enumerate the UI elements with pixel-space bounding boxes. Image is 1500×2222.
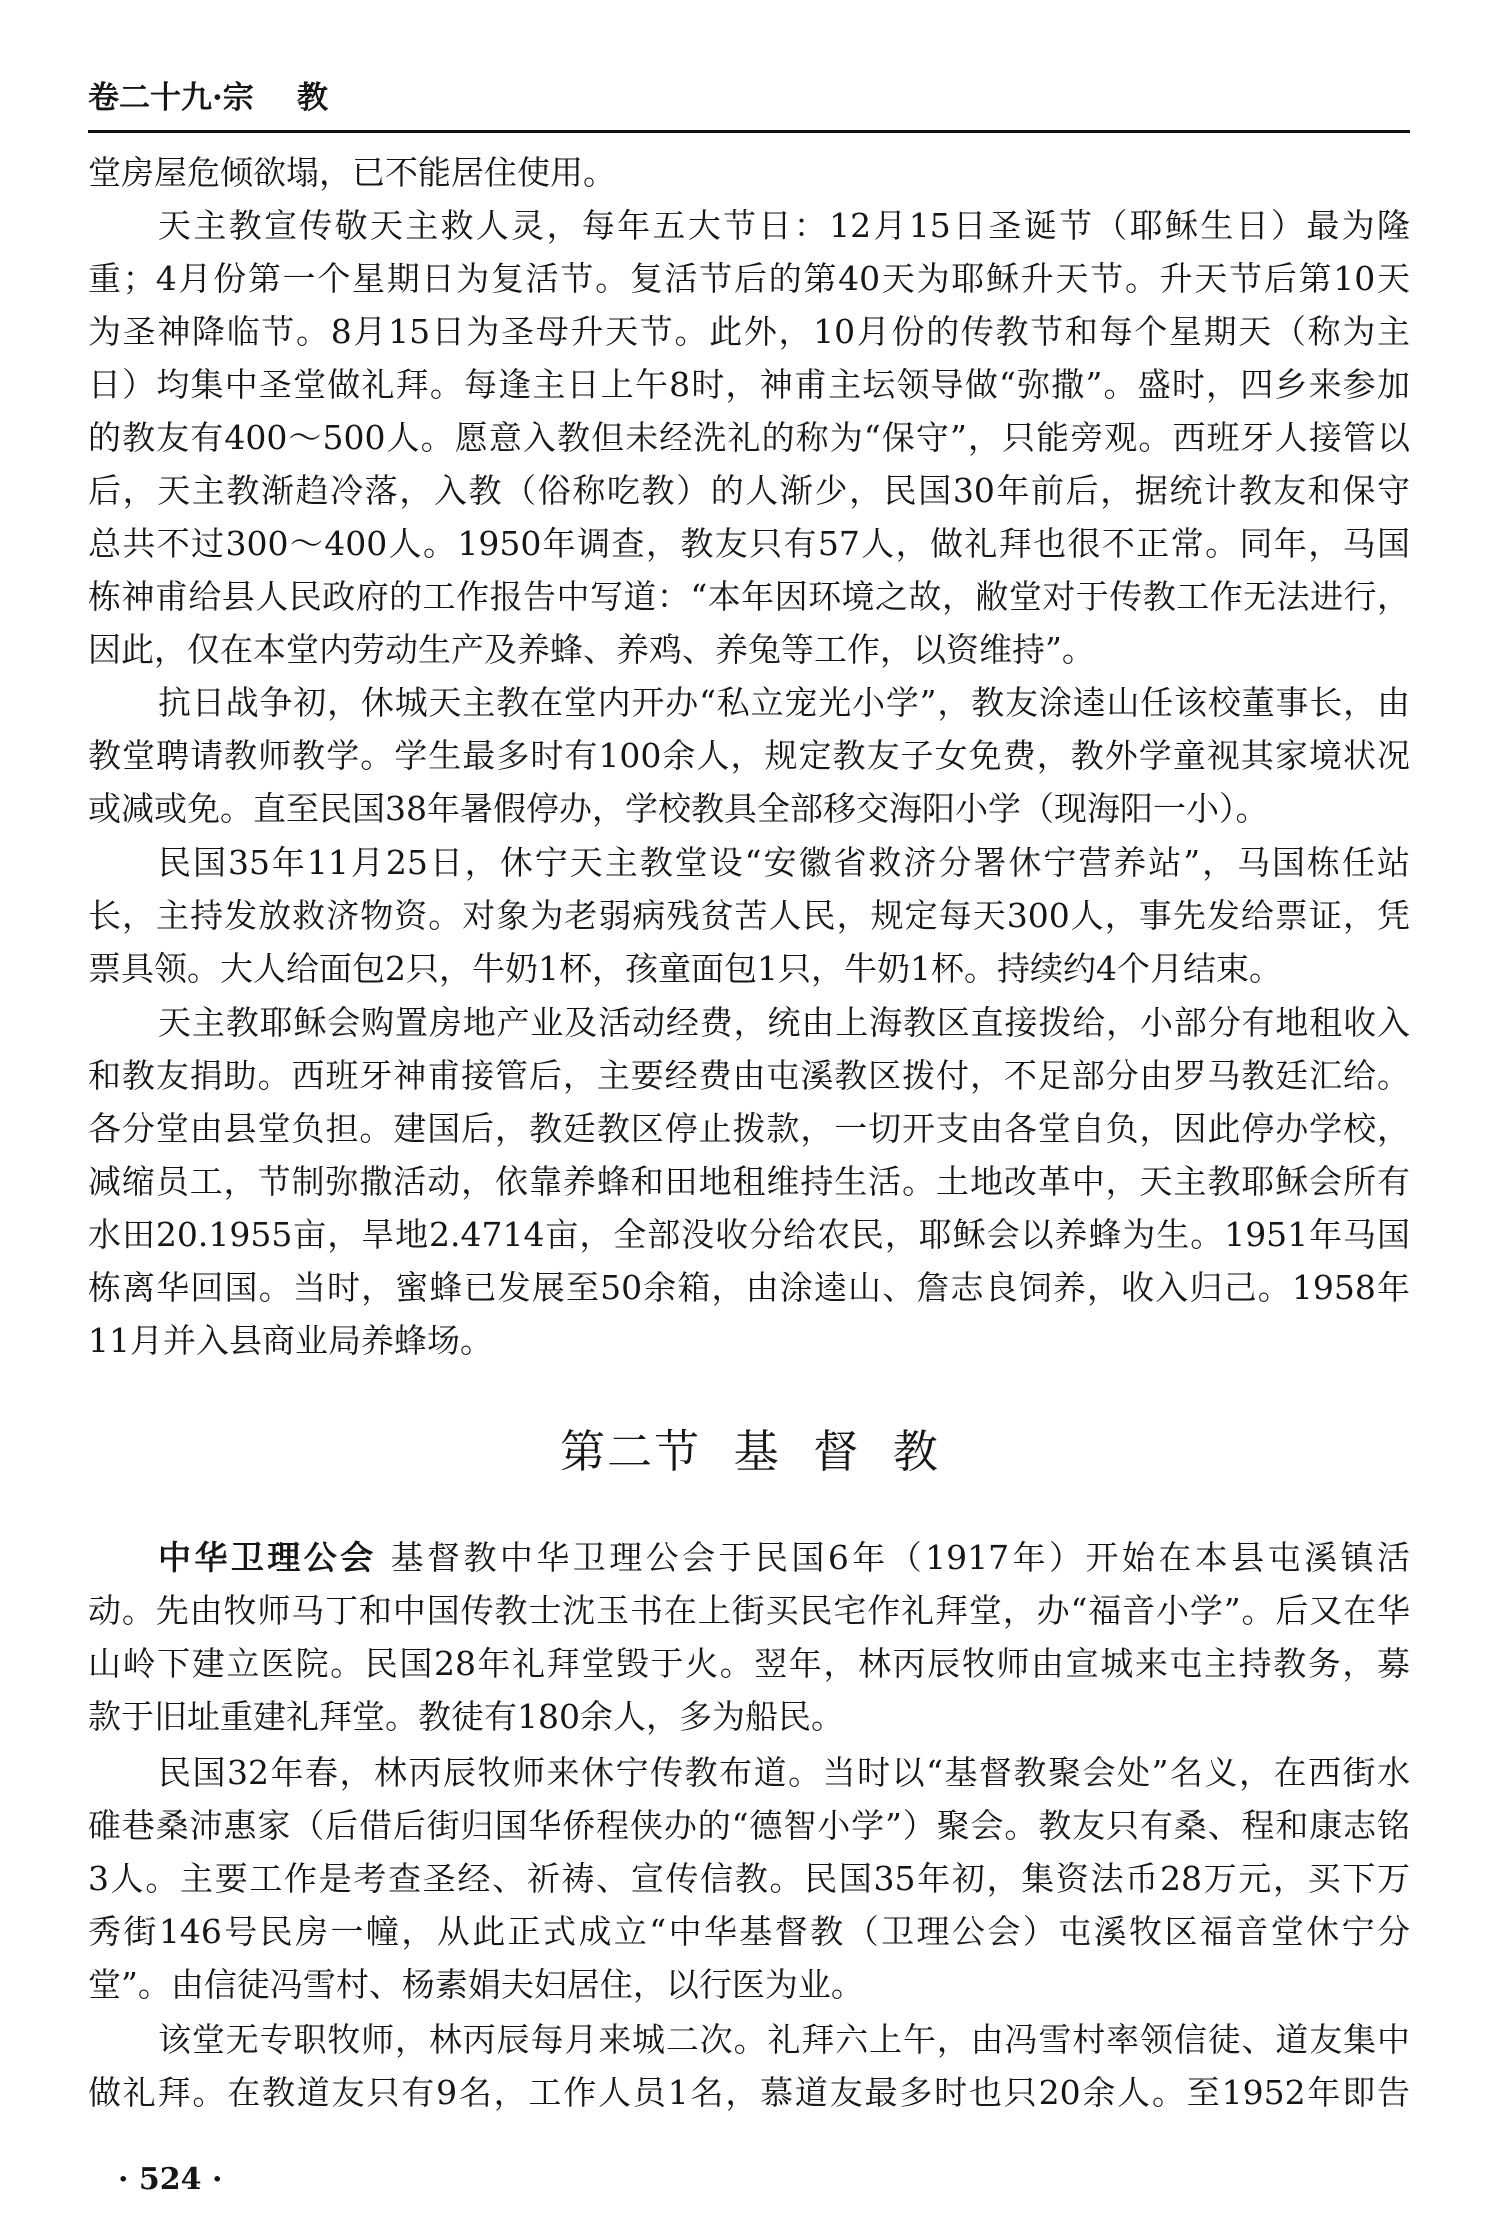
text-line: 后，天主教渐趋冷落，入教（俗称吃教）的人渐少，民国30年前后，据统计教友和保守 (88, 471, 1410, 510)
text-line: 减缩员工，节制弥撒活动，依靠养蜂和田地租维持生活。土地改革中，天主教耶稣会所有 (88, 1162, 1410, 1201)
text-line: 11月并入县商业局养蜂场。 (88, 1321, 493, 1360)
text-line: 该堂无专职牧师，林丙辰每月来城二次。礼拜六上午，由冯雪村率领信徒、道友集中 (158, 2020, 1410, 2059)
text-line: 堂房屋危倾欲塌，已不能居住使用。 (88, 153, 616, 192)
text-line: 天主教耶稣会购置房地产业及活动经费，统由上海教区直接拨给，小部分有地租收入 (158, 1003, 1410, 1042)
text-line: 碓巷桑沛惠家（后借后街归国华侨程侠办的“德智小学”）聚会。教友只有桑、程和康志铭 (88, 1806, 1410, 1845)
text-line: 水田20.1955亩，旱地2.4714亩，全部没收分给农民，耶稣会以养蜂为生。1951年马国 (88, 1215, 1410, 1254)
text-line: 和教友捐助。西班牙神甫接管后，主要经费由屯溪教区拨付，不足部分由罗马教廷汇给。 (88, 1056, 1410, 1095)
text-line: 日）均集中圣堂做礼拜。每逢主日上午8时，神甫主坛领导做“弥撒”。盛时，四乡来参加 (88, 365, 1410, 404)
text-line: 动。先由牧师马丁和中国传教士沈玉书在上街买民宅作礼拜堂，办“福音小学”。后又在华 (88, 1591, 1410, 1630)
text-line: 票具领。大人给面包2只，牛奶1杯，孩童面包1只，牛奶1杯。持续约4个月结束。 (88, 949, 1282, 988)
text-line: 因此，仅在本堂内劳动生产及养蜂、养鸡、养兔等工作，以资维持”。 (88, 630, 1095, 669)
text-line: 做礼拜。在教道友只有9名，工作人员1名，慕道友最多时也只20余人。至1952年即告 (88, 2073, 1410, 2112)
section-heading: 第二节 基 督 教 (560, 1425, 940, 1478)
text-line: 长，主持发放救济物资。对象为老弱病残贫苦人民，规定每天300人，事先发给票证，凭 (88, 896, 1410, 935)
text-line: 各分堂由县堂负担。建国后，教廷教区停止拨款，一切开支由各堂自负，因此停办学校， (88, 1109, 1410, 1148)
text-line: 教堂聘请教师教学。学生最多时有100余人，规定教友子女免费，教外学童视其家境状况 (88, 736, 1410, 775)
text-line: 或减或免。直至民国38年暑假停办，学校教具全部移交海阳小学（现海阳一小）。 (88, 789, 1269, 828)
text-line: 抗日战争初，休城天主教在堂内开办“私立宠光小学”，教友涂逵山任该校董事长，由 (158, 683, 1410, 722)
text-line: 总共不过300～400人。1950年调查，教友只有57人，做礼拜也很不正常。同年，马国 (88, 524, 1410, 563)
header-rule (88, 130, 1410, 133)
text-line: 为圣神降临节。8月15日为圣母升天节。此外，10月份的传教节和每个星期天（称为主 (88, 312, 1410, 351)
text-line: 天主教宣传敬天主救人灵，每年五大节日：12月15日圣诞节（耶稣生日）最为隆 (158, 206, 1410, 245)
text-line: 重；4月份第一个星期日为复活节。复活节后的第40天为耶稣升天节。升天节后第10天 (88, 259, 1410, 298)
text-line: 3人。主要工作是考查圣经、祈祷、宣传信教。民国35年初，集资法币28万元，买下万 (88, 1859, 1410, 1898)
text-span: 基督教中华卫理公会于民国6年（1917年）开始在本县屯溪镇活 (376, 1538, 1411, 1577)
text-line (158, 1535, 1410, 1581)
text-line: 款于旧址重建礼拜堂。教徒有180余人，多为船民。 (88, 1697, 844, 1736)
text-line: 民国35年11月25日，休宁天主教堂设“安徽省救济分署休宁营养站”，马国栋任站 (158, 843, 1410, 882)
text-line: 山岭下建立医院。民国28年礼拜堂毁于火。翌年，林丙辰牧师由宣城来屯主持教务，募 (88, 1644, 1410, 1683)
text-line: 民国32年春，林丙辰牧师来休宁传教布道。当时以“基督教聚会处”名义，在西街水 (158, 1753, 1410, 1792)
text-line: 堂”。由信徒冯雪村、杨素娟夫妇居住，以行医为业。 (88, 1965, 864, 2004)
running-head: 卷二十九·宗 教 (88, 80, 328, 116)
text-line: 的教友有400～500人。愿意入教但未经洗礼的称为“保守”，只能旁观。西班牙人接管以 (88, 418, 1410, 457)
page-number: · 524 · (118, 2162, 223, 2197)
lead-term: 中华卫理公会 (158, 1538, 377, 1577)
text-line: 秀街146号民房一幢，从此正式成立“中华基督教（卫理公会）屯溪牧区福音堂休宁分 (88, 1912, 1410, 1951)
text-line: 栋神甫给县人民政府的工作报告中写道：“本年因环境之故，敝堂对于传教工作无法进行， (88, 577, 1410, 616)
text-line: 栋离华回国。当时，蜜蜂已发展至50余箱，由涂逵山、詹志良饲养，收入归己。1958年 (88, 1268, 1410, 1307)
